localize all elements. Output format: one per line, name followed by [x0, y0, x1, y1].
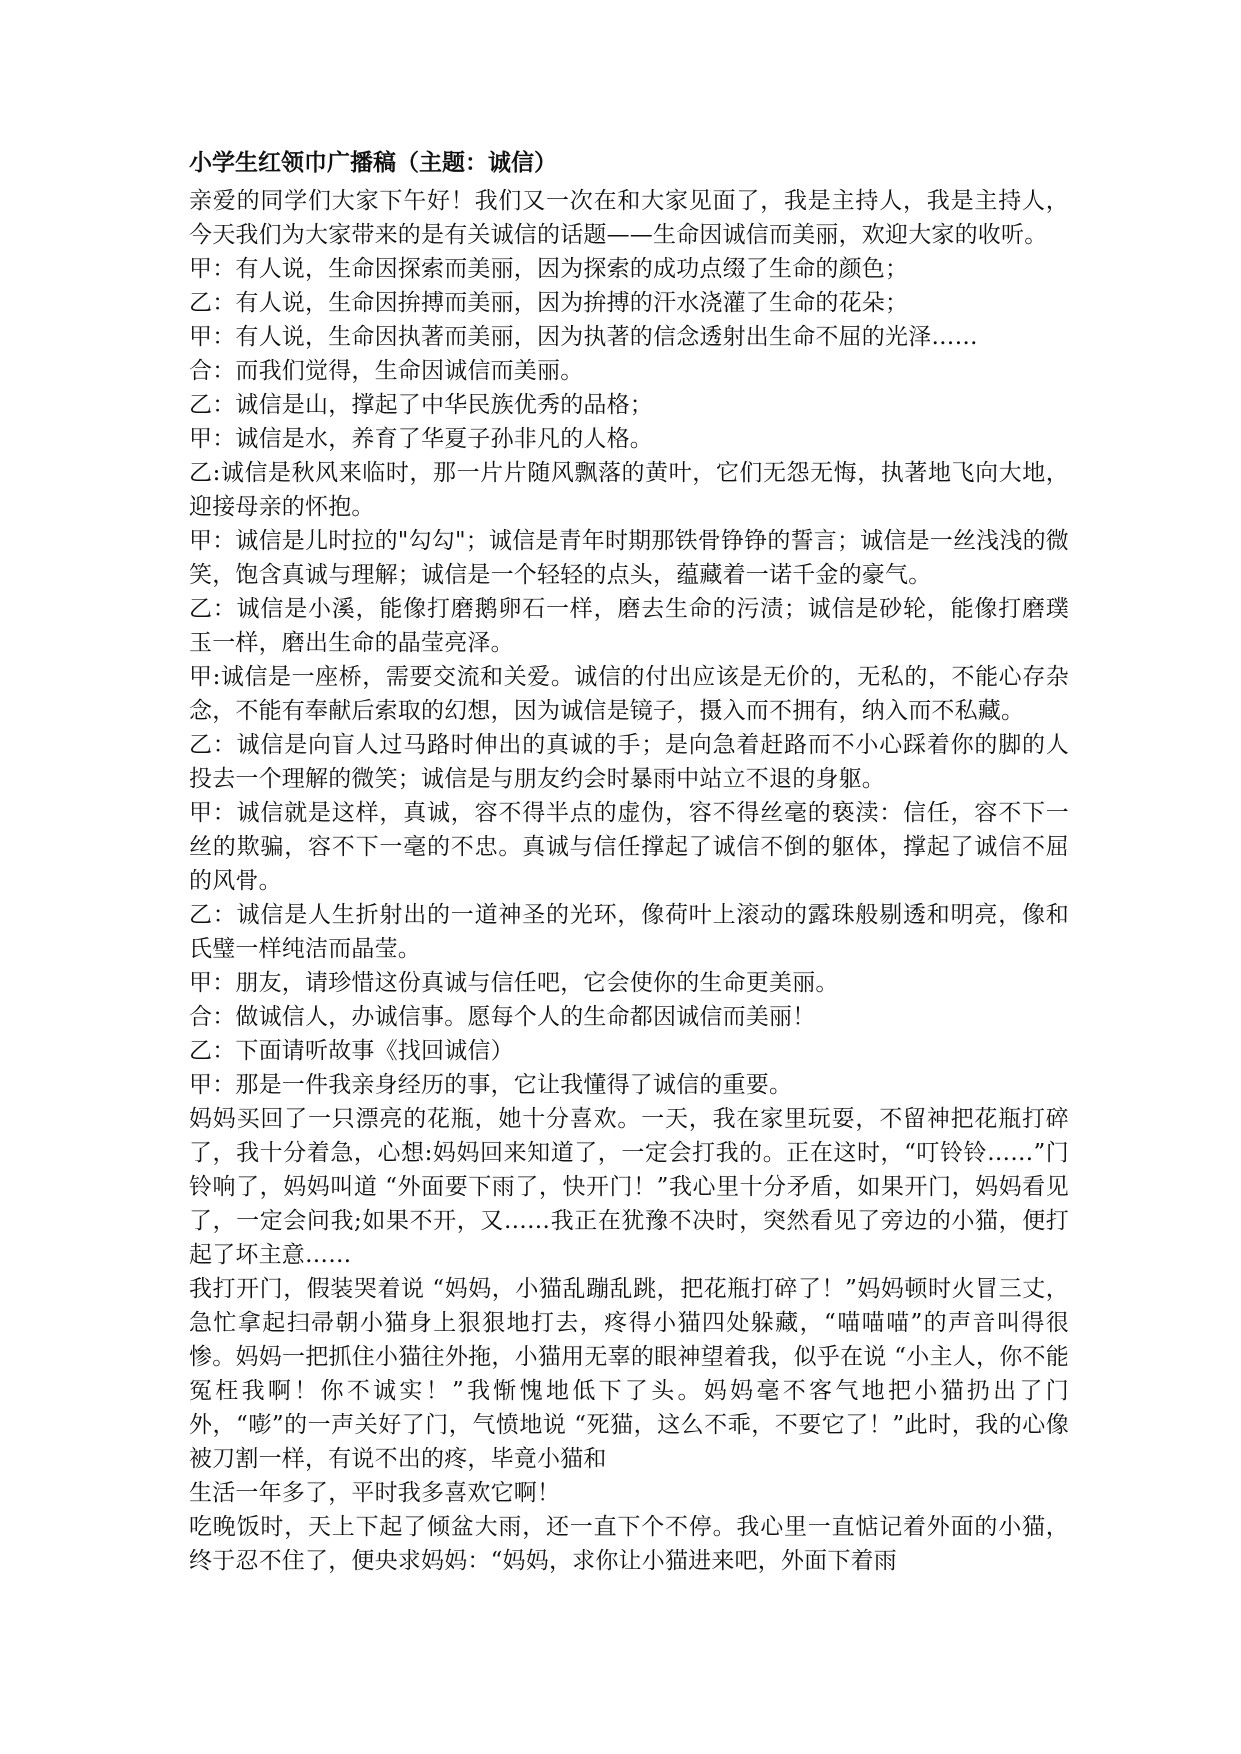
- paragraph-line: 乙：诚信是小溪，能像打磨鹅卵石一样，磨去生命的污渍；诚信是砂轮，能像打磨璞玉一样，磨出生命的晶莹亮泽。: [189, 596, 1069, 656]
- story-paragraph: 生活一年多了，平时我多喜欢它啊！: [189, 1480, 561, 1506]
- story-paragraph: 妈妈买回了一只漂亮的花瓶，她十分喜欢。一天，我在家里玩耍，不留神把花瓶打碎了，我十分着急，心想:妈妈回来知道了，一定会打我的。正在这时，“叮铃铃……”门铃响了，妈妈叫道 “外面要下雨了，快开门！”我心里十分矛盾，如果开门，妈妈看见了，一定会问我;如果不开，又……我正在犹豫不决时，突然看见了旁边的小猫，便打起了坏主意……: [189, 1106, 1069, 1268]
- paragraph-line: 乙：有人说，生命因拚搏而美丽，因为拚搏的汗水浇灌了生命的花朵；: [189, 290, 909, 316]
- paragraph-line: 甲:诚信是一座桥，需要交流和关爱。诚信的付出应该是无价的，无私的，不能心存杂念，不能有奉献后索取的幻想，因为诚信是镜子，摄入而不拥有，纳入而不私藏。: [189, 664, 1069, 724]
- paragraph-line: 甲：诚信是儿时拉的"勾勾"；诚信是青年时期那铁骨铮铮的誓言；诚信是一丝浅浅的微笑，饱含真诚与理解；诚信是一个轻轻的点头，蕴藏着一诺千金的豪气。: [189, 528, 1069, 588]
- paragraph-line: 甲：有人说，生命因探索而美丽，因为探索的成功点缀了生命的颜色；: [189, 256, 909, 282]
- paragraph-line: 乙：诚信是人生折射出的一道神圣的光环，像荷叶上滚动的露珠般剔透和明亮，像和氏璧一样纯洁而晶莹。: [189, 902, 1069, 962]
- paragraph-line: 甲：诚信是水，养育了华夏子孙非凡的人格。: [189, 426, 653, 452]
- story-paragraph: 我打开门，假装哭着说 “妈妈，小猫乱蹦乱跳，把花瓶打碎了！”妈妈顿时火冒三丈，急忙拿起扫帚朝小猫身上狠狠地打去，疼得小猫四处躲藏，“喵喵喵”的声音叫得很惨。妈妈一把抓住小猫往外拖，小猫用无辜的眼神望着我，似乎在说 “小主人，你不能冤枉我啊！你不诚实！”我惭愧地低下了头。妈妈毫不客气地把小猫扔出了门外，“嘭”的一声关好了门，气愤地说 “死猫，这么不乖，不要它了！”此时，我的心像被刀割一样，有说不出的疼，毕竟小猫和: [189, 1276, 1069, 1472]
- document-title: 小学生红领巾广播稿（主题：诚信）: [189, 150, 557, 176]
- paragraph-line: 乙:诚信是秋风来临时，那一片片随风飘落的黄叶，它们无怨无悔，执著地飞向大地，迎接母亲的怀抱。: [189, 460, 1069, 520]
- paragraph-line: 甲：有人说，生命因执著而美丽，因为执著的信念透射出生命不屈的光泽……: [189, 324, 978, 350]
- paragraph-line: 乙：下面请听故事《找回诚信）: [189, 1038, 514, 1064]
- story-paragraph: 吃晚饭时，天上下起了倾盆大雨，还一直下个不停。我心里一直惦记着外面的小猫，终于忍不住了，便央求妈妈：“妈妈，求你让小猫进来吧，外面下着雨: [189, 1514, 1069, 1574]
- paragraph-line: 甲：那是一件我亲身经历的事，它让我懂得了诚信的重要。: [189, 1072, 793, 1098]
- paragraph-greeting: 亲爱的同学们大家下午好！我们又一次在和大家见面了，我是主持人，我是主持人，今天我们为大家带来的是有关诚信的话题——生命因诚信而美丽，欢迎大家的收听。: [189, 188, 1069, 248]
- paragraph-line: 乙：诚信是向盲人过马路时伸出的真诚的手；是向急着赶路而不小心踩着你的脚的人投去一个理解的微笑；诚信是与朋友约会时暴雨中站立不退的身躯。: [189, 732, 1069, 792]
- document-page: [189, 146, 1069, 1578]
- paragraph-line: 乙：诚信是山，撑起了中华民族优秀的品格；: [189, 392, 653, 418]
- paragraph-line: 合：而我们觉得，生命因诚信而美丽。: [189, 358, 584, 384]
- paragraph-line: 合：做诚信人，办诚信事。愿每个人的生命都因诚信而美丽！: [189, 1004, 816, 1030]
- paragraph-line: 甲：朋友，请珍惜这份真诚与信任吧，它会使你的生命更美丽。: [189, 970, 839, 996]
- paragraph-line: 甲：诚信就是这样，真诚，容不得半点的虚伪，容不得丝毫的亵渎：信任，容不下一丝的欺骗，容不下一毫的不忠。真诚与信任撑起了诚信不倒的躯体，撑起了诚信不屈的风骨。: [189, 800, 1069, 894]
